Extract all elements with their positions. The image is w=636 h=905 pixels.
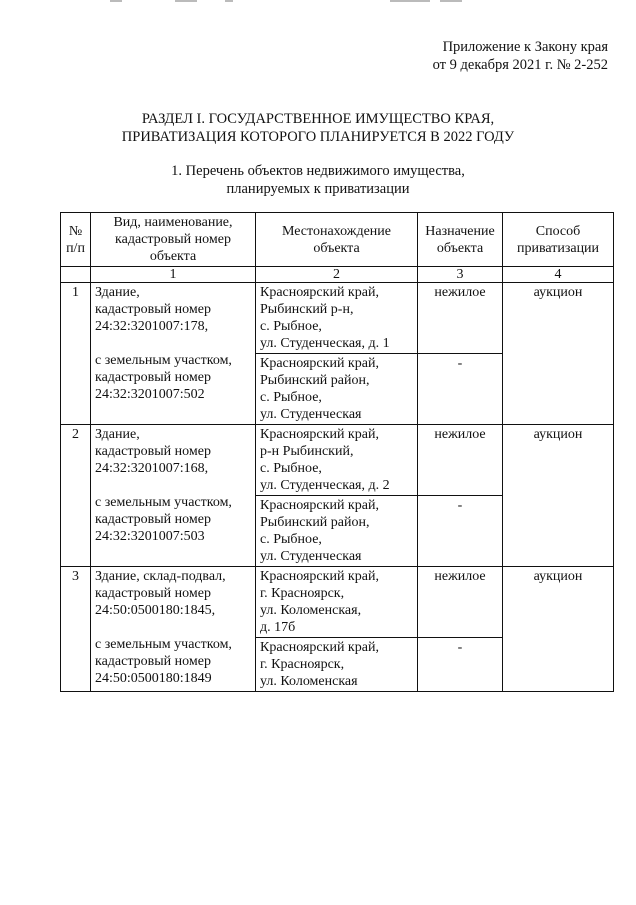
appendix-line-2: от 9 декабря 2021 г. № 2-252 bbox=[432, 57, 608, 73]
object-location: Красноярский край, г. Красноярск, ул. Коломенская, д. 17б bbox=[256, 567, 418, 638]
subsection-title bbox=[0, 162, 636, 198]
header-purpose: Назначение объекта bbox=[418, 213, 503, 267]
row-number: 2 bbox=[61, 425, 91, 567]
table-header-row bbox=[61, 213, 614, 267]
object-purpose: нежилое bbox=[418, 567, 503, 638]
privatization-table bbox=[60, 212, 614, 692]
section-title bbox=[0, 110, 636, 146]
land-location: Красноярский край, Рыбинский район, с. Рыбное, ул. Студенческая bbox=[256, 496, 418, 567]
table-row bbox=[61, 283, 614, 354]
column-number-2: 2 bbox=[256, 267, 418, 283]
appendix-reference bbox=[433, 38, 608, 74]
subsection-title-line-2: планируемых к приватизации bbox=[226, 181, 410, 197]
table-row bbox=[61, 567, 614, 638]
land-purpose: - bbox=[418, 354, 503, 425]
section-title-line-2: ПРИВАТИЗАЦИЯ КОТОРОГО ПЛАНИРУЕТСЯ В 2022 ГОДУ bbox=[121, 129, 515, 145]
subsection-title-line-1: 1. Перечень объектов недвижимого имущества, bbox=[171, 163, 465, 179]
scan-artifact-marks bbox=[0, 0, 636, 6]
object-description: Здание, склад-подвал, кадастровый номер 24:50:0500180:1845, с земельным участком, кадастровый номер 24:50:0500180:1849 bbox=[91, 567, 256, 692]
column-number-3: 3 bbox=[418, 267, 503, 283]
table-row bbox=[61, 425, 614, 496]
land-purpose: - bbox=[418, 496, 503, 567]
object-description: Здание, кадастровый номер 24:32:3201007:178, с земельным участком, кадастровый номер 24:32:3201007:502 bbox=[91, 283, 256, 425]
column-number-1: 1 bbox=[91, 267, 256, 283]
object-purpose: нежилое bbox=[418, 283, 503, 354]
object-location: Красноярский край, Рыбинский р-н, с. Рыбное, ул. Студенческая, д. 1 bbox=[256, 283, 418, 354]
land-purpose: - bbox=[418, 638, 503, 692]
privatization-method: аукцион bbox=[503, 425, 614, 567]
appendix-line-1: Приложение к Закону края bbox=[442, 39, 608, 55]
column-number-row bbox=[61, 267, 614, 283]
header-object: Вид, наименование, кадастровый номер объекта bbox=[91, 213, 256, 267]
land-location: Красноярский край, Рыбинский район, с. Рыбное, ул. Студенческая bbox=[256, 354, 418, 425]
land-location: Красноярский край, г. Красноярск, ул. Коломенская bbox=[256, 638, 418, 692]
section-title-line-1: РАЗДЕЛ I. ГОСУДАРСТВЕННОЕ ИМУЩЕСТВО КРАЯ, bbox=[141, 111, 495, 127]
row-number: 1 bbox=[61, 283, 91, 425]
header-method: Способ приватизации bbox=[503, 213, 614, 267]
row-number: 3 bbox=[61, 567, 91, 692]
object-purpose: нежилое bbox=[418, 425, 503, 496]
header-number: № п/п bbox=[61, 213, 91, 267]
object-location: Красноярский край, р-н Рыбинский, с. Рыбное, ул. Студенческая, д. 2 bbox=[256, 425, 418, 496]
column-number-4: 4 bbox=[503, 267, 614, 283]
privatization-method: аукцион bbox=[503, 283, 614, 425]
column-number-0 bbox=[61, 267, 91, 283]
privatization-method: аукцион bbox=[503, 567, 614, 692]
header-location: Местонахождение объекта bbox=[256, 213, 418, 267]
object-description: Здание, кадастровый номер 24:32:3201007:168, с земельным участком, кадастровый номер 24:32:3201007:503 bbox=[91, 425, 256, 567]
